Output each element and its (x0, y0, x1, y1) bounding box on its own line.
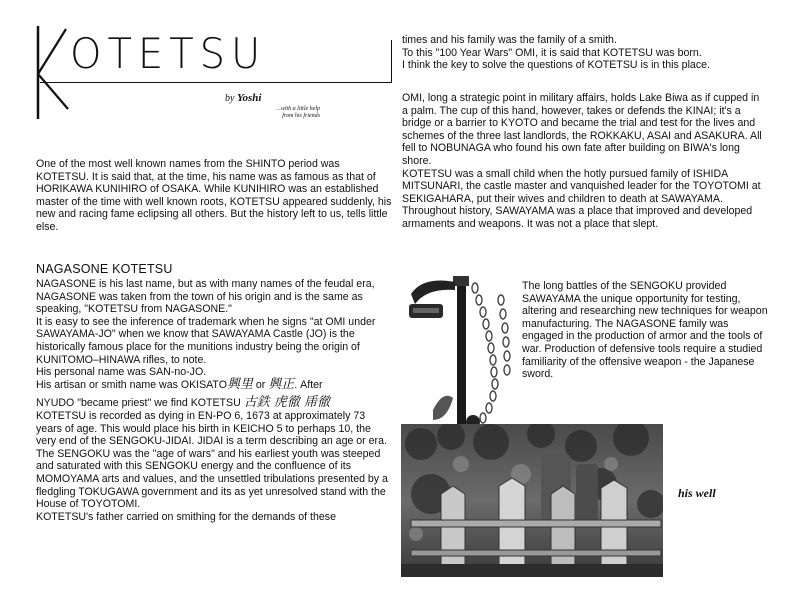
kanji-okisato: 興里 (226, 376, 253, 392)
title-rule-end (391, 40, 392, 83)
photo-caption: his well (678, 486, 716, 500)
nyudo-line (36, 397, 392, 410)
kanji-kotetsu: 古鉄 虎徹 乕徹 (243, 395, 330, 411)
paragraph: It is easy to see the inference of trademark when he signs "at OMI under SAWAYAMA-JO" when we know that SAWAYAMA Castle (JO) is the historically famous place for the munitions industry being the origin of KUNITOMO–HINAWA rifles, to note. (36, 315, 376, 366)
title-k-letter (30, 24, 70, 124)
paragraph: KOTETSU was a small child when the hotly pursued family of ISHIDA MITSUNARI, the castle master and vanquished leader for the TOYOTOMI at SEKIGAHARA, put their wives and children to death at SAWAYAMA. (402, 167, 761, 205)
paragraph: OMI, long a strategic point in military affairs, holds Lake Biwa as if cupped in a palm. The cup of this hand, however, takes or defends the KINAI; it's a bridge or a barrier to KYOTO and became the trial and test for the lives and schemes of the three last landlords, the ROKKAKU, ASAI and ASAKURA. All fell to NOBUNAGA who found his own fate after building on BIWA's long shore. (402, 92, 762, 167)
left-body (36, 278, 392, 523)
paragraph: Throughout history, SAWAYAMA was a place that improved and developed armaments and weapons. It was not a place that slept. (402, 205, 753, 230)
byline-prefix: by (225, 93, 237, 104)
artisan-line (36, 376, 392, 392)
section-heading: NAGASONE KOTETSU (36, 262, 173, 276)
paragraph: NAGASONE is his last name, but as with many names of the feudal era, NAGASONE was taken from the town of his origin and is the same as speaking, "KOTETSU from NAGASONE." (36, 278, 375, 316)
nyudo-text: NYUDO "became priest" we find KOTETSU (36, 397, 241, 410)
paragraph: His personal name was SAN-no-JO. (36, 366, 207, 379)
after-text: . After (294, 378, 323, 391)
page-title: OTETSU (70, 30, 267, 79)
paragraph: KOTETSU's father carried on smithing for the demands of these (36, 510, 336, 523)
right-mid-text (402, 92, 762, 231)
artisan-text: His artisan or smith name was OKISATO (36, 378, 227, 391)
right-top-text (402, 34, 762, 72)
line: times and his family was the family of a smith. (402, 34, 617, 46)
author-name: Yoshi (236, 92, 262, 104)
chain-sickle-illustration (403, 270, 519, 438)
title-rule (40, 82, 392, 83)
help-line-2: from his friends (282, 113, 320, 119)
paragraph: KOTETSU is recorded as dying in EN-PO 6, 1673 at approximately 73 years of age. This would place his birth in KEICHO 5 to perhaps 10, the very end of the SENGOKU-JIDAI. JIDAI is a term describing an age or era. The SENGOKU was the "age of wars" and his earliest youth was steeped and saturated with this SENGOKU energy and the confluence of its MOMOYAMA arts and values, and the unsettled tribulations presented by a fledgling TOKUGAWA government and its as yet unresolved stand with the House of TOYOTOMI. (36, 409, 388, 511)
or-text: or (252, 378, 269, 391)
byline (225, 92, 261, 104)
help-credit (248, 106, 320, 120)
weapon-paragraph: The long battles of the SENGOKU provided SAWAYAMA the unique opportunity for testing, altering and researching new techniques for weapon manufacturing. The NAGASONE family was engaged in the production of armor and the tools of war. Production of defensive tools require a studied familiarity of the offensive weapon - the Japanese sword. (522, 280, 768, 381)
help-line-1: ...with a little help (276, 106, 320, 112)
intro-paragraph: One of the most well known names from the SHINTO period was KOTETSU. It is said that, at the time, his name was as famous as that of HORIKAWA KUNIHIRO of OSAKA. While KUNIHIRO was an established master of the time with well known roots, KOTETSU appeared suddenly, his new and racing fame eclipsing all others. But the history left to us, tells little else. (36, 158, 392, 233)
kanji-okimasa: 興正 (268, 376, 295, 392)
line: To this "100 Year Wars" OMI, it is said that KOTETSU was born. (402, 46, 702, 59)
line: I think the key to solve the questions of KOTETSU is in this place. (402, 59, 710, 72)
well-photo (401, 424, 663, 577)
